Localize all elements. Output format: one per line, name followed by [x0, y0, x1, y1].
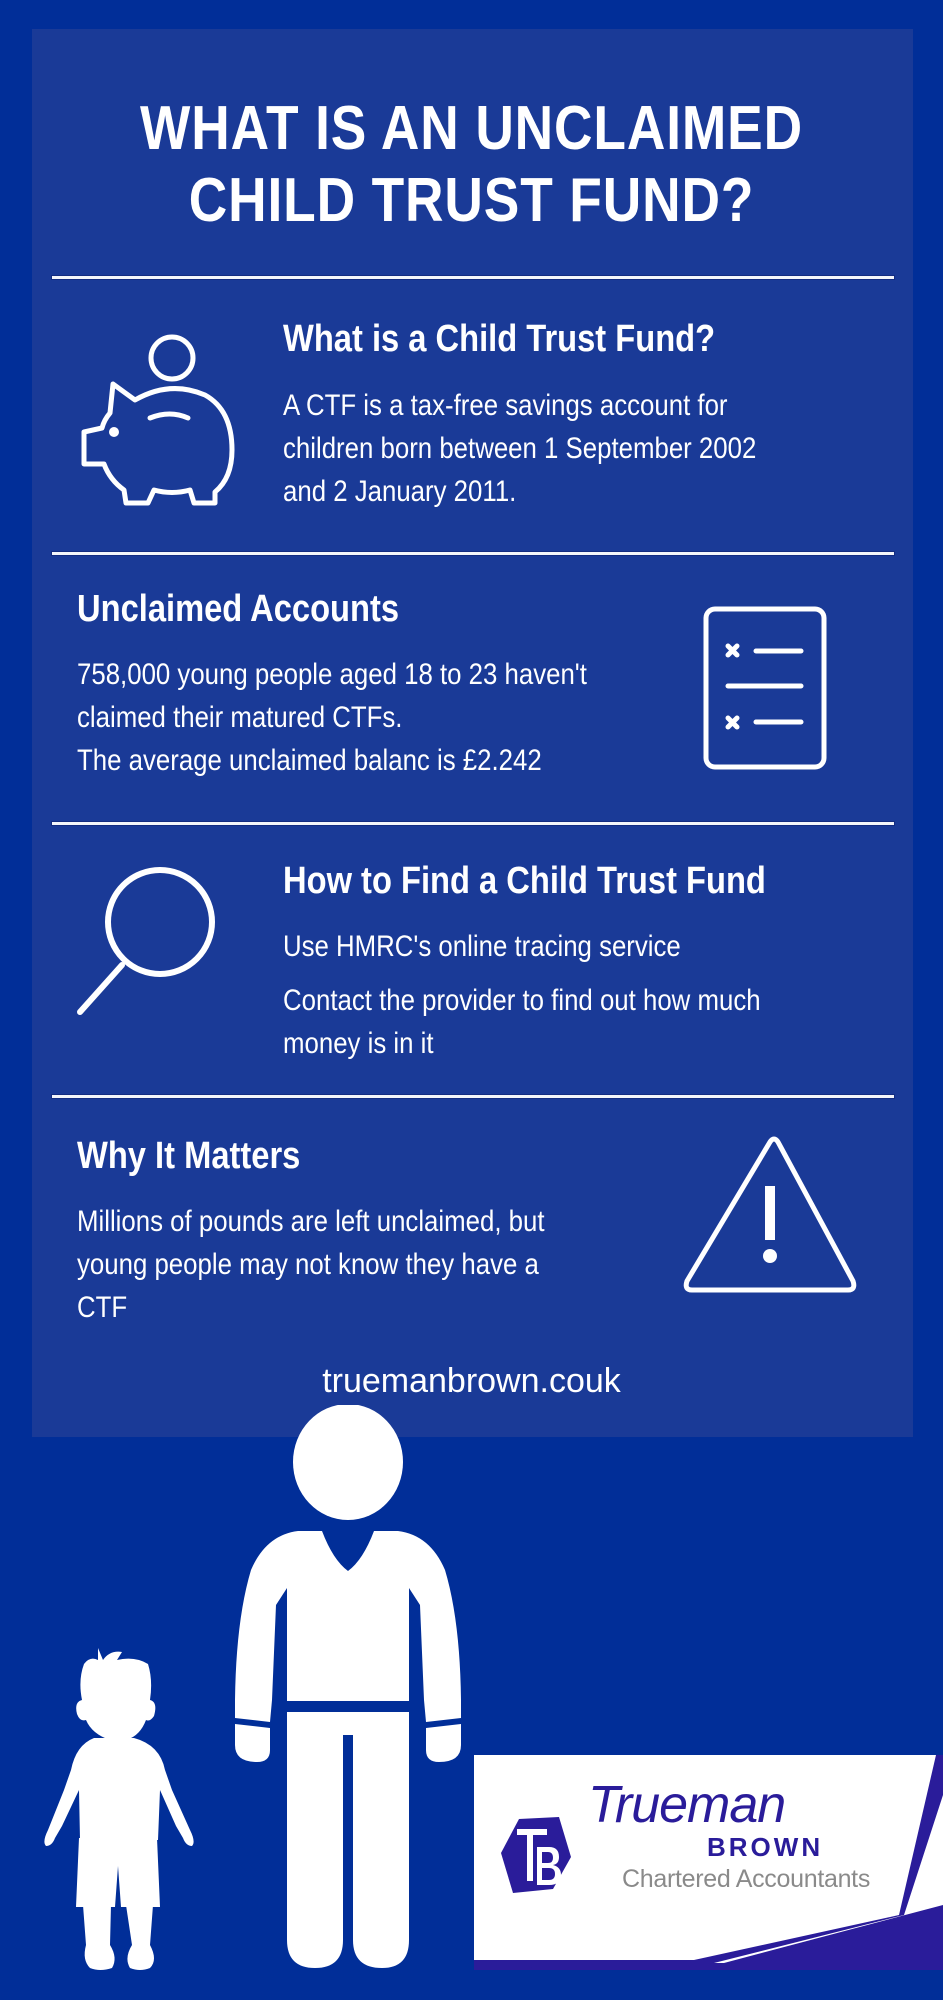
logo-brand-name: Trueman [588, 1776, 786, 1834]
divider [52, 822, 894, 825]
body-line: money is in it [283, 1027, 434, 1060]
piggy-bank-icon [70, 330, 245, 510]
section-body [283, 925, 761, 1065]
body-line: The average unclaimed balanc is £2.242 [77, 744, 542, 777]
checklist-icon [700, 604, 830, 774]
page-title-line-1: WHAT IS AN UNCLAIMED [140, 94, 803, 163]
body-line: 758,000 young people aged 18 to 23 haven't [77, 658, 587, 691]
body-line: claimed their matured CTFs. [77, 701, 403, 734]
adult-silhouette-icon [230, 1405, 470, 1975]
section-body [283, 384, 756, 513]
section-body [77, 653, 587, 782]
logo-brand-surname: BROWN [707, 1832, 824, 1862]
website-link[interactable]: truemanbrown.couk [322, 1362, 621, 1400]
body-line: Millions of pounds are left unclaimed, but [77, 1205, 545, 1238]
warning-triangle-icon [680, 1132, 862, 1297]
section-heading: Why It Matters [77, 1135, 301, 1177]
body-line: A CTF is a tax-free savings account for [283, 389, 728, 422]
body-line: and 2 January 2011. [283, 475, 517, 508]
body-line: CTF [77, 1291, 128, 1324]
body-line: Contact the provider to find out how much [283, 984, 761, 1017]
body-line: young people may not know they have a [77, 1248, 539, 1281]
divider [52, 1095, 894, 1098]
divider [52, 552, 894, 555]
magnifying-glass-icon [70, 860, 230, 1020]
section-heading: Unclaimed Accounts [77, 588, 400, 630]
section-heading: How to Find a Child Trust Fund [283, 860, 766, 902]
tb-monogram-icon [501, 1817, 573, 1893]
page-title-line-2: CHILD TRUST FUND? [188, 166, 755, 235]
logo-tagline: Chartered Accountants [622, 1865, 871, 1893]
divider [52, 276, 894, 279]
company-logo[interactable] [474, 1755, 943, 1970]
body-line: Use HMRC's online tracing service [283, 930, 681, 963]
section-heading: What is a Child Trust Fund? [283, 318, 716, 360]
section-body [77, 1200, 545, 1329]
child-silhouette-icon [28, 1642, 198, 1974]
body-line: children born between 1 September 2002 [283, 432, 757, 465]
